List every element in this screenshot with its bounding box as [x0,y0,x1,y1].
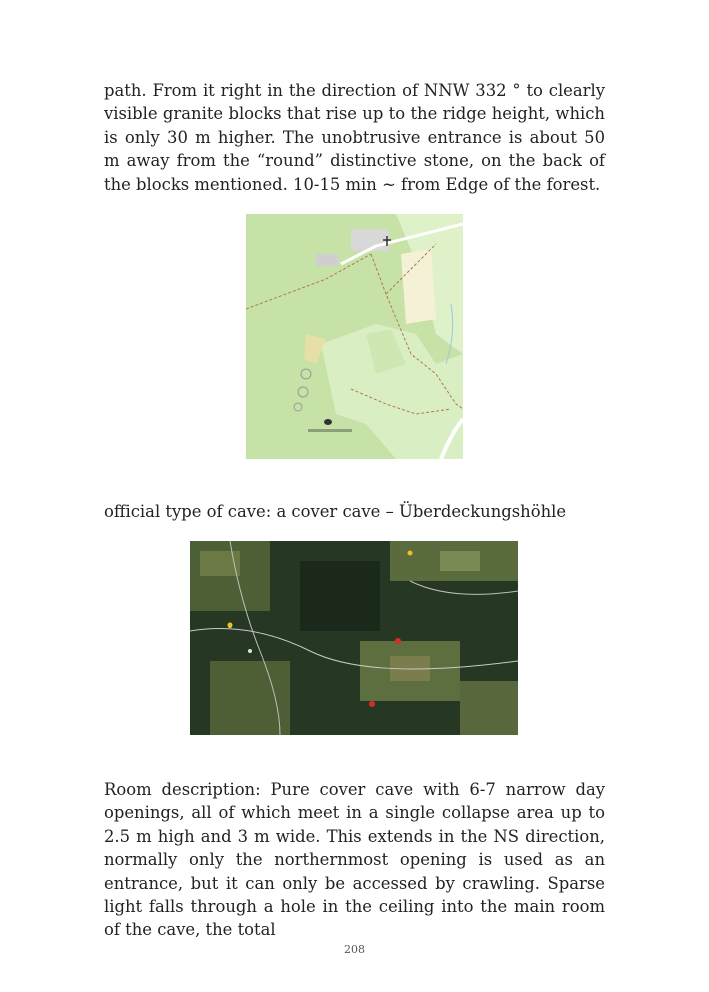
page-number: 208 [344,943,365,956]
paragraph-cave-type: official type of cave: a cover cave – Überdeckungshöhle [104,502,567,521]
topographic-map-image [246,214,463,459]
paragraph-route-description: path. From it right in the direction of NNW 332 ° to clearly visible granite blocks that rise up to the ridge height, which is only 30 m higher. The unobtrusive entrance is about 50 m away from the “round” distinctive stone, on the back of the blocks mentioned. 10-15 min ~ from Edge of the forest. [104,81,605,194]
satellite-map-image [190,541,518,735]
topographic-map-drawing [246,214,463,459]
satellite-map-drawing [190,541,518,735]
paragraph-room-description: Room description: Pure cover cave with 6-7 narrow day openings, all of which meet in a single collapse area up to 2.5 m high and 3 m wide. This extends in the NS direction, normally only the northernmost opening is used as an entrance, but it can only be accessed by crawling. Sparse light falls through a hole in the ceiling into the main room of the cave, the total [104,780,605,940]
